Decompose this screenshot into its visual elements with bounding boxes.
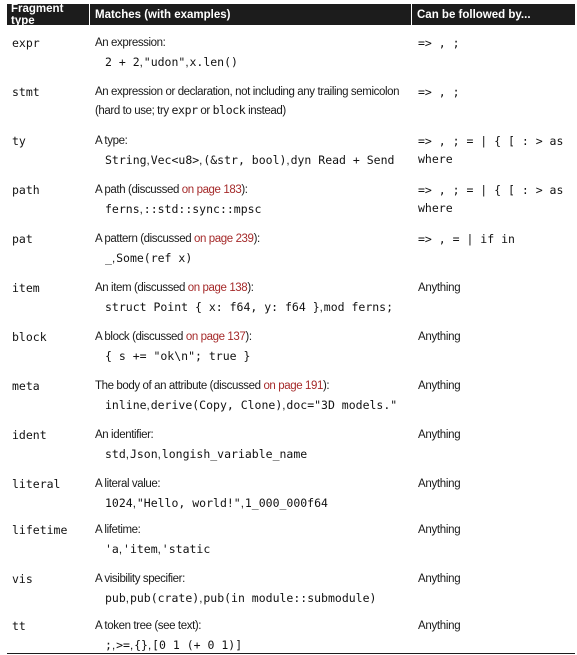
example: "Hello, world!" [136, 496, 241, 510]
followed-by-tokens-line-2: where [418, 201, 453, 215]
followed-by-cell [411, 132, 575, 170]
followed-by-cell [411, 475, 575, 513]
page-reference-link[interactable]: on page 191 [263, 380, 323, 392]
followed-by-anything: Anything [418, 429, 461, 441]
followed-by-anything: Anything [418, 282, 461, 294]
example: pub(in module::submodule) [203, 591, 377, 605]
fragment-type-cell: path [12, 183, 40, 197]
table-row [7, 377, 575, 415]
description-text: or [197, 105, 213, 117]
example: inline [105, 398, 147, 412]
table-row [7, 230, 575, 268]
table-row [7, 617, 575, 655]
example: pub(crate) [129, 591, 200, 605]
example: x.len() [189, 55, 238, 69]
description: An expression or declaration, not including any trailing semicolon [95, 86, 400, 98]
table-row [7, 83, 575, 120]
table-row [7, 132, 575, 170]
page-reference-link[interactable]: on page 138 [187, 282, 248, 294]
description-text: ): [323, 380, 330, 392]
example: std [105, 447, 126, 461]
example: String [105, 153, 147, 167]
description-text: ): [241, 184, 248, 196]
fragment-type-cell: ident [12, 428, 47, 442]
followed-by-tokens-line-2: where [418, 152, 453, 166]
table-header [7, 4, 575, 25]
matches-cell [89, 521, 411, 559]
description [95, 230, 411, 248]
followed-by-anything: Anything [418, 524, 461, 536]
table-row [7, 328, 575, 365]
examples: pub, pub(crate), pub(in module::submodule) [105, 591, 377, 605]
followed-by-tokens: => , ; = | { [ : > as [418, 183, 564, 197]
fragment-type-cell: block [12, 330, 47, 344]
description-text: A path (discussed [95, 184, 182, 196]
matches-cell [89, 617, 411, 655]
fragment-type-table [7, 2, 575, 652]
description-text: ): [245, 331, 252, 343]
followed-by-cell [411, 34, 575, 72]
matches-cell [89, 279, 411, 317]
followed-by-cell [411, 617, 575, 655]
table-row [7, 279, 575, 317]
example: 'item [123, 542, 158, 556]
example: derive(Copy, Clone) [150, 398, 283, 412]
table-row [7, 570, 575, 608]
followed-by-cell [411, 328, 575, 365]
examples: 1024, "Hello, world!", 1_000_000f64 [105, 496, 328, 510]
followed-by-cell [411, 570, 575, 608]
fragment-type-cell: expr [12, 36, 40, 50]
matches-cell [89, 181, 411, 219]
description [95, 181, 411, 199]
description-text: A pattern (discussed [95, 233, 194, 245]
matches-cell [89, 83, 411, 120]
description [95, 377, 411, 395]
fragment-type-cell: literal [12, 477, 61, 491]
example: "udon" [143, 55, 186, 69]
examples: std, Json, longish_variable_name [105, 447, 308, 461]
example: (&str, bool) [203, 153, 287, 167]
examples: inline, derive(Copy, Clone), doc="3D models." [105, 398, 398, 412]
description-text: instead) [245, 105, 286, 117]
followed-by-cell [411, 230, 575, 268]
description: A token tree (see text): [95, 620, 202, 632]
description-text: A block (discussed [95, 331, 186, 343]
table-row [7, 426, 575, 464]
fragment-type-cell: meta [12, 379, 40, 393]
code-expr: expr [171, 103, 198, 117]
example: 2 + 2 [105, 55, 140, 69]
table-row [7, 181, 575, 219]
example: longish_variable_name [161, 447, 308, 461]
followed-by-tokens: => , ; [418, 85, 460, 99]
matches-cell [89, 328, 411, 365]
page-reference-link[interactable]: on page 239 [194, 233, 254, 245]
header-followed-by: Can be followed by... [411, 4, 575, 25]
description-text: (hard to use; try [95, 105, 172, 117]
followed-by-cell [411, 279, 575, 317]
matches-cell [89, 570, 411, 608]
example: 1_000_000f64 [244, 496, 328, 510]
example: dyn Read + Send [290, 153, 395, 167]
followed-by-anything: Anything [418, 573, 461, 585]
table-row [7, 521, 575, 559]
matches-cell [89, 377, 411, 415]
fragment-type-cell: lifetime [12, 523, 68, 537]
followed-by-tokens: => , ; = | { [ : > as [418, 134, 564, 148]
example: { s += "ok\n"; true } [105, 349, 251, 363]
description: A visibility specifier: [95, 573, 185, 585]
description: An expression: [95, 37, 166, 49]
fragment-type-cell: tt [12, 619, 26, 633]
description: A type: [95, 135, 128, 147]
example: mod ferns; [323, 300, 394, 314]
followed-by-cell [411, 181, 575, 219]
fragment-type-cell: stmt [12, 85, 40, 99]
followed-by-tokens: => , = | if in [418, 232, 515, 246]
header-fragment-type: Fragment type [11, 2, 64, 27]
examples: String, Vec<u8>, (&str, bool), dyn Read + Send [105, 153, 395, 167]
example: >= [116, 638, 130, 652]
examples: struct Point { x: f64, y: f64 }, mod ferns; [105, 300, 394, 314]
example: ferns [105, 202, 140, 216]
example: Some(ref x) [116, 251, 193, 265]
example: Vec<u8> [150, 153, 200, 167]
fragment-type-cell: pat [12, 232, 33, 246]
example: ::std::sync::mpsc [143, 202, 262, 216]
header-matches: Matches (with examples) [89, 4, 411, 25]
example: Json [129, 447, 158, 461]
example: struct Point { x: f64, y: f64 } [105, 300, 320, 314]
followed-by-cell [411, 377, 575, 415]
table-bottom-rule [7, 653, 575, 654]
followed-by-anything: Anything [418, 478, 461, 490]
description-text: ): [253, 233, 260, 245]
description: A literal value: [95, 478, 161, 490]
example: _ [105, 251, 112, 265]
page-reference-link[interactable]: on page 137 [185, 331, 246, 343]
matches-cell [89, 475, 411, 513]
matches-cell [89, 34, 411, 72]
fragment-type-cell: ty [12, 134, 26, 148]
fragment-type-cell: vis [12, 572, 33, 586]
examples: 2 + 2, "udon", x.len() [105, 55, 238, 69]
matches-cell [89, 426, 411, 464]
table-row [7, 475, 575, 513]
followed-by-cell [411, 426, 575, 464]
code-block: block [212, 103, 246, 117]
description-text: The body of an attribute (discussed [95, 380, 264, 392]
examples [95, 348, 411, 365]
examples: ;, >=, {}, [0 1 (+ 0 1)] [105, 638, 243, 652]
example: {} [134, 638, 148, 652]
description: An identifier: [95, 429, 154, 441]
matches-cell [89, 230, 411, 268]
description [95, 328, 411, 346]
example: doc="3D models." [286, 398, 398, 412]
example: ; [105, 638, 112, 652]
description-line-2 [95, 101, 411, 120]
examples: _, Some(ref x) [105, 251, 193, 265]
followed-by-anything: Anything [418, 380, 461, 392]
description: A lifetime: [95, 524, 141, 536]
description-text: ): [247, 282, 254, 294]
description [95, 279, 411, 297]
examples: 'a, 'item, 'static [105, 542, 211, 556]
example: 'a [105, 542, 119, 556]
page-reference-link[interactable]: on page 183 [181, 184, 242, 196]
example: pub [105, 591, 126, 605]
example: 'static [161, 542, 211, 556]
table-row [7, 34, 575, 72]
followed-by-anything: Anything [418, 620, 461, 632]
followed-by-cell [411, 521, 575, 559]
followed-by-anything: Anything [418, 331, 461, 343]
fragment-type-cell: item [12, 281, 40, 295]
examples: ferns, ::std::sync::mpsc [105, 202, 262, 216]
example: [0 1 (+ 0 1)] [152, 638, 243, 652]
followed-by-cell [411, 83, 575, 120]
description-text: An item (discussed [95, 282, 188, 294]
matches-cell [89, 132, 411, 170]
example: 1024 [105, 496, 133, 510]
followed-by-tokens: => , ; [418, 36, 460, 50]
